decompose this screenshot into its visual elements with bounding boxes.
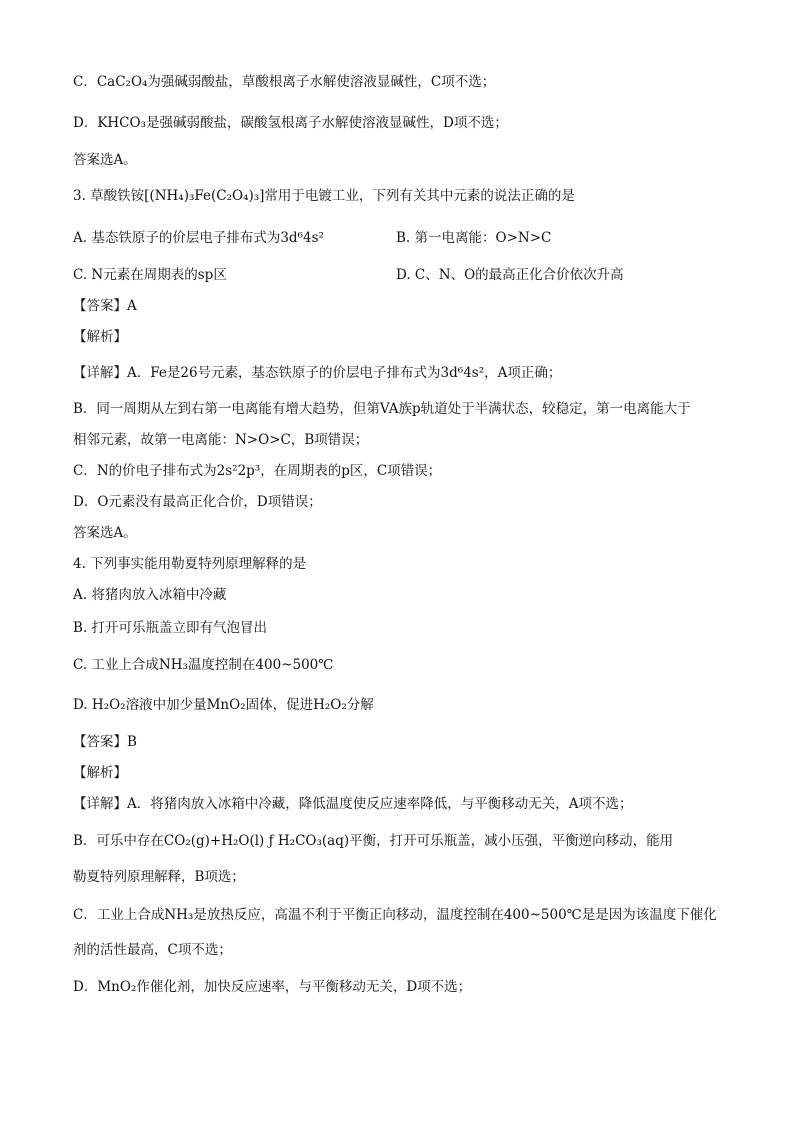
q3-option-d: D. C、N、O的最高正化合价依次升高	[396, 267, 624, 283]
text-line: D．O元素没有最高正化合价，D项错误；	[73, 494, 322, 510]
q3-option-a: A. 基态铁原子的价层电子排布式为3d⁶4s²	[73, 230, 324, 246]
q4-answer: 【答案】B	[73, 734, 137, 750]
text-line: B．可乐中存在CO₂(g)+H₂O(l) ƒ H₂CO₃(aq)平衡，打开可乐瓶盖，减小压强，平衡逆向移动，能用	[73, 833, 674, 849]
text-line: D．KHCO₃是强碱弱酸盐，碳酸氢根离子水解使溶液显碱性，D项不选；	[73, 115, 508, 131]
text-line: 答案选A。	[73, 152, 137, 168]
text-line: C．CaC₂O₄为强碱弱酸盐，草酸根离子水解使溶液显碱性，C项不选；	[73, 74, 496, 90]
q4-analysis-heading: 【解析】	[73, 765, 127, 781]
question-4-stem: 4. 下列事实能用勒夏特列原理解释的是	[73, 556, 307, 572]
q3-option-b: B. 第一电离能：O>N>C	[396, 230, 552, 246]
q4-option-c: C. 工业上合成NH₃温度控制在400~500℃	[73, 657, 334, 673]
q4-option-d: D. H₂O₂溶液中加少量MnO₂固体，促进H₂O₂分解	[73, 697, 374, 713]
text-line: 【详解】A．将猪肉放入冰箱中冷藏，降低温度使反应速率降低，与平衡移动无关，A项不选；	[73, 796, 633, 812]
text-line: 【详解】A．Fe是26号元素，基态铁原子的价层电子排布式为3d⁶4s²，A项正确；	[73, 365, 562, 381]
text-line: 答案选A。	[73, 525, 137, 541]
text-line: D．MnO₂作催化剂，加快反应速率，与平衡移动无关，D项不选；	[73, 979, 472, 995]
q4-option-a: A. 将猪肉放入冰箱中冷藏	[73, 587, 227, 603]
text-line: B．同一周期从左到右第一电离能有增大趋势，但第VA族p轨道处于半满状态，较稳定，第一电离能大于	[73, 401, 691, 417]
question-3-stem: 3. 草酸铁铵[(NH₄)₃Fe(C₂O₄)₃]常用于电镀工业，下列有关其中元素的说法正确的是	[73, 188, 575, 204]
text-line: C．N的价电子排布式为2s²2p³，在周期表的p区，C项错误；	[73, 463, 442, 479]
q3-option-c: C. N元素在周期表的sp区	[73, 267, 227, 283]
text-line: 勒夏特列原理解释，B项选；	[73, 869, 245, 885]
q4-option-b: B. 打开可乐瓶盖立即有气泡冒出	[73, 620, 268, 636]
text-line: 剂的活性最高，C项不选；	[73, 942, 232, 958]
q3-analysis-heading: 【解析】	[73, 329, 127, 345]
q3-answer: 【答案】A	[73, 298, 137, 314]
text-line: C．工业上合成NH₃是放热反应，高温不利于平衡正向移动，温度控制在400~500℃是是因为该温度下催化	[73, 907, 717, 923]
text-line: 相邻元素，故第一电离能：N>O>C，B项错误；	[73, 432, 369, 448]
